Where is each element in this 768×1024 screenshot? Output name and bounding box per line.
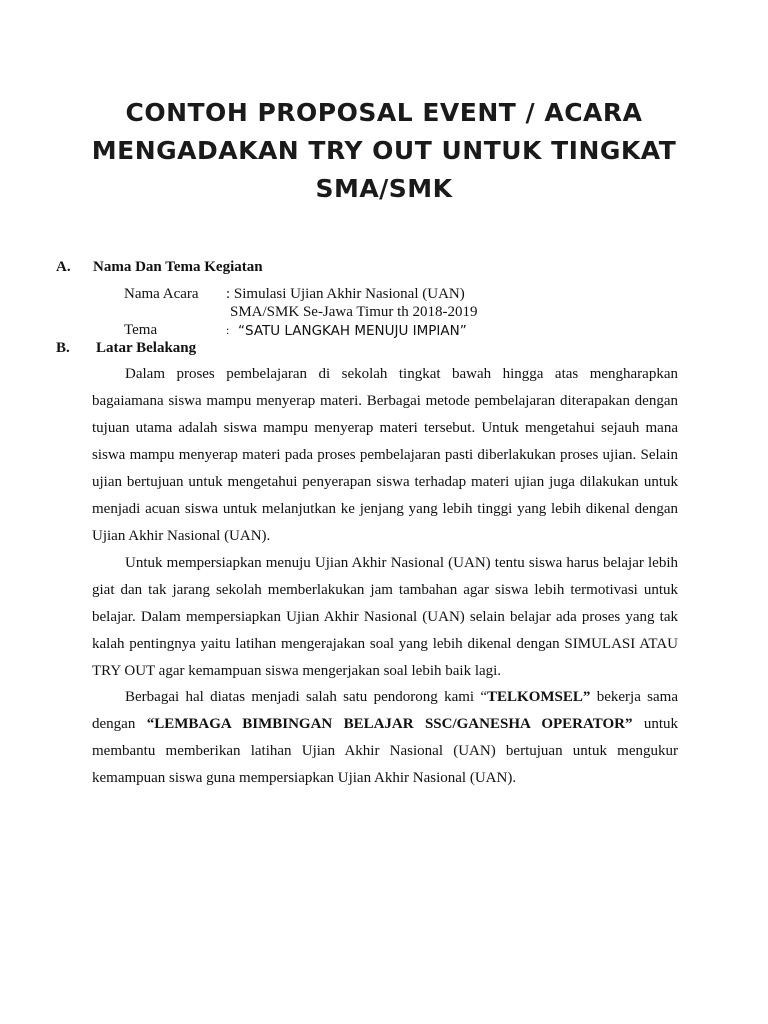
nama-acara-value-line-2: SMA/SMK Se-Jawa Timur th 2018-2019: [230, 304, 478, 320]
lembaga-name: “LEMBAGA BIMBINGAN BELAJAR SSC/GANESHA OPERATOR”: [146, 716, 633, 732]
telkomsel-name: TELKOMSEL”: [487, 689, 591, 705]
title-line-1: CONTOH PROPOSAL EVENT / ACARA: [125, 98, 643, 127]
latar-belakang-paragraph-2: Untuk mempersiapkan menuju Ujian Akhir Nasional (UAN) tentu siswa harus belajar lebih giat dan tak jarang sekolah memberlakukan jam tambahan agar siswa lebih termotivasi untuk belajar. Dalam mempersiapkan Ujian Akhir Nasional (UAN) selain belajar ada proses yang tak kalah pentingnya yaitu latihan mengerajakan soal yang lebih dikenal dengan SIMULASI ATAU TRY OUT agar kemampuan siswa mengerjakan soal lebih baik lagi.: [92, 555, 678, 679]
section-b-title: Latar Belakang: [96, 340, 197, 356]
tema-value: “SATU LANGKAH MENUJU IMPIAN”: [238, 323, 467, 339]
section-b-letter: B.: [56, 340, 70, 356]
document-title: [60, 94, 708, 208]
section-b-heading: [56, 340, 196, 357]
nama-acara-label: Nama Acara: [124, 286, 199, 302]
paragraph-3-text-3: untuk membantu memberikan latihan Ujian Akhir Nasional (UAN) bertujuan untuk mengukur kemampuan siswa guna mempersiapkan Ujian Akhir Nasional (UAN).: [92, 716, 678, 786]
section-a-letter: A.: [56, 259, 71, 275]
paragraph-3-text-2: bekerja sama dengan: [92, 689, 678, 732]
nama-acara-value-line-1: : Simulasi Ujian Akhir Nasional (UAN): [226, 286, 465, 302]
latar-belakang-paragraph-1: Dalam proses pembelajaran di sekolah tingkat bawah hingga atas mengharapkan bagaiamana siswa mampu menyerap materi. Berbagai metode pembelajaran diterapakan dengan tujuan utama adalah siswa mampu menyerap materi tersebut. Untuk mengetahui sejauh mana siswa mampu menyerap materi pada proses pembelajaran pasti diberlakukan proses ujian. Selain ujian bertujuan untuk mengetahui penyerapan siswa terhadap materi ujian juga dilakukan untuk menjadi acuan siswa untuk melanjutkan ke jenjang yang lebih tinggi yang lebih dikenal dengan Ujian Akhir Nasional (UAN).: [92, 366, 678, 544]
paragraph-3-text-1: Berbagai hal diatas menjadi salah satu pendorong kami “: [125, 689, 488, 705]
tema-label: Tema: [124, 322, 158, 338]
tema-colon: :: [226, 323, 230, 337]
section-a-title: Nama Dan Tema Kegiatan: [93, 259, 263, 275]
section-a-heading: [56, 259, 263, 276]
latar-belakang-paragraph-3: [92, 684, 678, 792]
title-line-3: SMA/SMK: [315, 174, 453, 203]
title-line-2: MENGADAKAN TRY OUT UNTUK TINGKAT: [91, 136, 677, 165]
